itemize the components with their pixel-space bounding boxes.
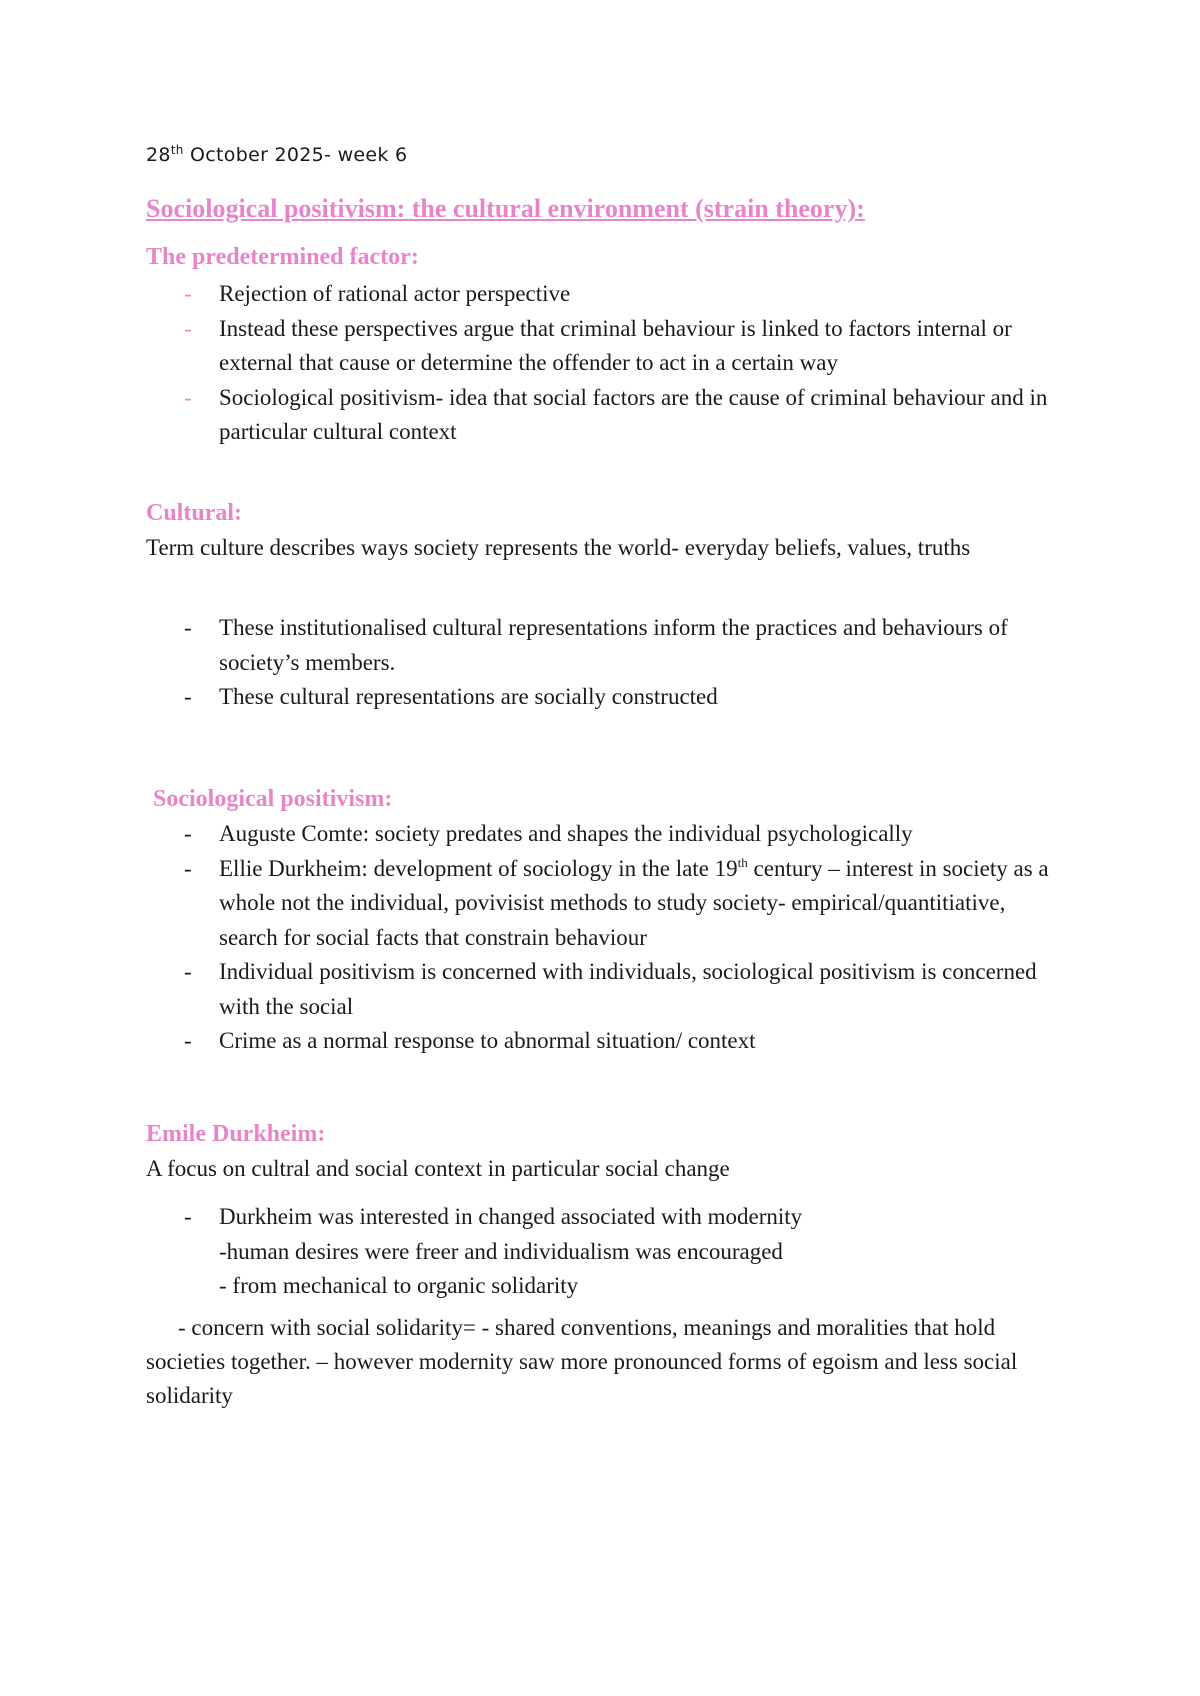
emile-intro: A focus on cultral and social context in particular social change (146, 1156, 730, 1181)
list-item-text: Individual positivism is concerned with individuals, sociological positivism is concerned with the social (219, 959, 1037, 1019)
date-day: 28 (146, 144, 171, 166)
list-item (146, 1024, 1066, 1059)
bullet-dash: - (184, 281, 192, 306)
list-item (146, 955, 1066, 1024)
list-item (146, 381, 1066, 450)
sub-line: -human desires were freer and individualism was encouraged (219, 1238, 783, 1264)
list-item-text (219, 856, 1049, 950)
list-item-text: Sociological positivism- idea that social factors are the cause of criminal behaviour and in particular cultural context (219, 384, 1048, 444)
heading-predetermined-factor: The predetermined factor: (146, 244, 419, 270)
bullet-dash: - (184, 384, 192, 410)
heading-cultural: Cultural: (146, 500, 242, 526)
list-predetermined (146, 277, 1066, 450)
bullet-dash: - (184, 1028, 192, 1053)
list-item (146, 277, 1066, 312)
durkheim-text-after: century – interest in society as a whole not the individual, povivisist methods to study society- empirical/quantitiative, search for social facts that constrain behaviour (219, 855, 1049, 950)
durkheim-text-sup: th (737, 854, 748, 870)
cultural-intro: Term culture describes ways society represents the world- everyday beliefs, values, truths (146, 535, 971, 560)
durkheim-text-before: Ellie Durkheim: development of sociology in the late 19 (219, 855, 738, 881)
list-item-text: These institutionalised cultural representations inform the practices and behaviours of society’s members. (219, 615, 1008, 675)
bullet-dash: - (184, 959, 192, 984)
bullet-dash: - (184, 615, 192, 640)
list-item (146, 852, 1066, 956)
heading-emile-durkheim: Emile Durkheim: (146, 1121, 326, 1147)
emile-closing: - concern with social solidarity= - shared conventions, meanings and moralities that hold societies together. – however modernity saw more pronounced forms of egoism and less social solidarity (146, 1315, 1018, 1408)
list-sociological (146, 817, 1066, 1059)
sub-line: - from mechanical to organic solidarity (219, 1273, 579, 1298)
list-item (146, 312, 1066, 381)
list-cultural (146, 611, 1066, 715)
date-rest: October 2025- week 6 (183, 144, 408, 166)
list-item-text: Crime as a normal response to abnormal situation/ context (219, 1028, 756, 1053)
list-item-text: Auguste Comte: society predates and shapes the individual psychologically (219, 821, 913, 846)
list-item (146, 680, 1066, 715)
bullet-dash: - (184, 315, 192, 341)
bullet-dash: - (184, 855, 192, 881)
bullet-dash: - (184, 821, 192, 846)
bullet-dash: - (184, 1204, 192, 1229)
list-item-text: Durkheim was interested in changed associated with modernity (219, 1204, 803, 1229)
bullet-dash: - (184, 684, 192, 709)
list-item (146, 611, 1066, 680)
list-item (146, 1200, 1066, 1304)
date-line (146, 144, 407, 166)
date-suffix: th (170, 143, 184, 157)
list-item (146, 817, 1066, 852)
page-title: Sociological positivism: the cultural environment (strain theory): (146, 194, 865, 223)
list-item-text: Instead these perspectives argue that criminal behaviour is linked to factors internal or external that cause or determine the offender to act in a certain way (219, 315, 1012, 375)
list-item-text: These cultural representations are socially constructed (219, 684, 718, 709)
heading-sociological-positivism: Sociological positivism: (153, 786, 393, 812)
list-item-text: Rejection of rational actor perspective (219, 281, 571, 306)
list-emile (146, 1200, 1066, 1304)
